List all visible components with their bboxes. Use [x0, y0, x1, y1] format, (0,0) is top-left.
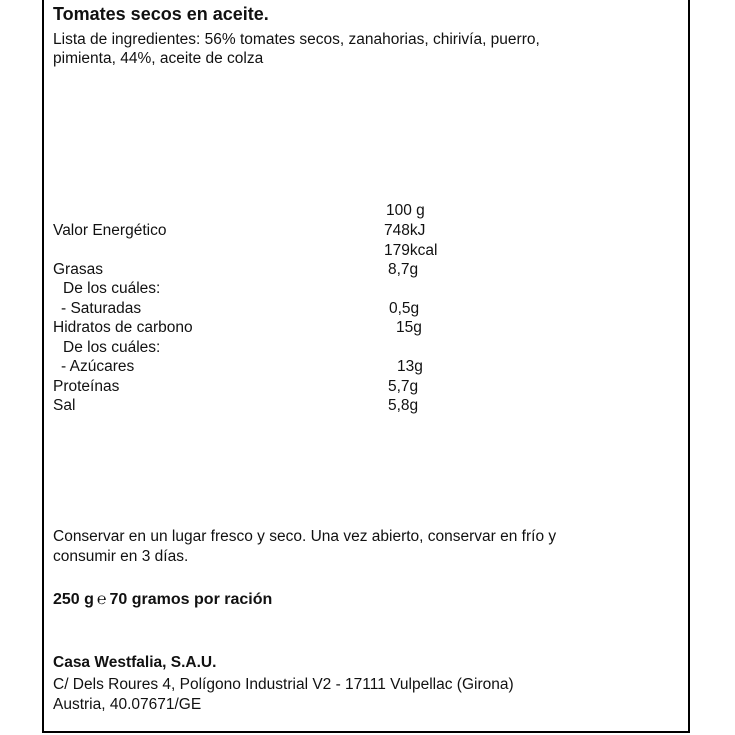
estimated-sign-icon: ℮ [96, 591, 107, 609]
ingredients-line-2: pimienta, 44%, aceite de colza [53, 50, 264, 67]
nutrition-row-label: Sal [53, 397, 76, 414]
nutrition-row-label: Proteínas [53, 378, 120, 395]
label-border [42, 0, 690, 733]
nutrition-column-header: 100 g [386, 202, 425, 219]
storage-line-2: consumir en 3 días. [53, 548, 189, 565]
nutrition-row-value: 5,8g [388, 397, 419, 414]
company-address: C/ Dels Roures 4, Polígono Industrial V2 - 17111 Vulpellac (Girona) [53, 676, 514, 693]
quantity-line [53, 590, 272, 609]
storage-line-1: Conservar en un lugar fresco y seco. Una vez abierto, conservar en frío y [53, 528, 557, 545]
product-title: Tomates secos en aceite. [53, 4, 269, 24]
nutrition-row-label: De los cuáles: [63, 280, 161, 297]
portion-size: 70 gramos por ración [109, 591, 273, 608]
nutrition-row-value: 13g [397, 358, 423, 375]
nutrition-row-label: - Azúcares [61, 358, 135, 375]
ingredients-line-1: Lista de ingredientes: 56% tomates secos, zanahorias, chirivía, puerro, [53, 31, 540, 48]
nutrition-row-value: 15g [396, 319, 422, 336]
nutrition-row-value: 0,5g [389, 300, 420, 317]
company-name: Casa Westfalia, S.A.U. [53, 654, 217, 671]
nutrition-row-value: 748kJ [384, 222, 426, 239]
net-weight: 250 g [53, 591, 94, 608]
nutrition-row-value: 179kcal [384, 242, 438, 259]
nutrition-row-label: Hidratos de carbono [53, 319, 193, 336]
company-registry: Austria, 40.07671/GE [53, 696, 202, 713]
nutrition-row-value: 5,7g [388, 378, 419, 395]
nutrition-row-label: - Saturadas [61, 300, 142, 317]
nutrition-row-label: De los cuáles: [63, 339, 161, 356]
nutrition-row-value: 8,7g [388, 261, 419, 278]
nutrition-row-label: Grasas [53, 261, 103, 278]
nutrition-row-label: Valor Energético [53, 222, 167, 239]
